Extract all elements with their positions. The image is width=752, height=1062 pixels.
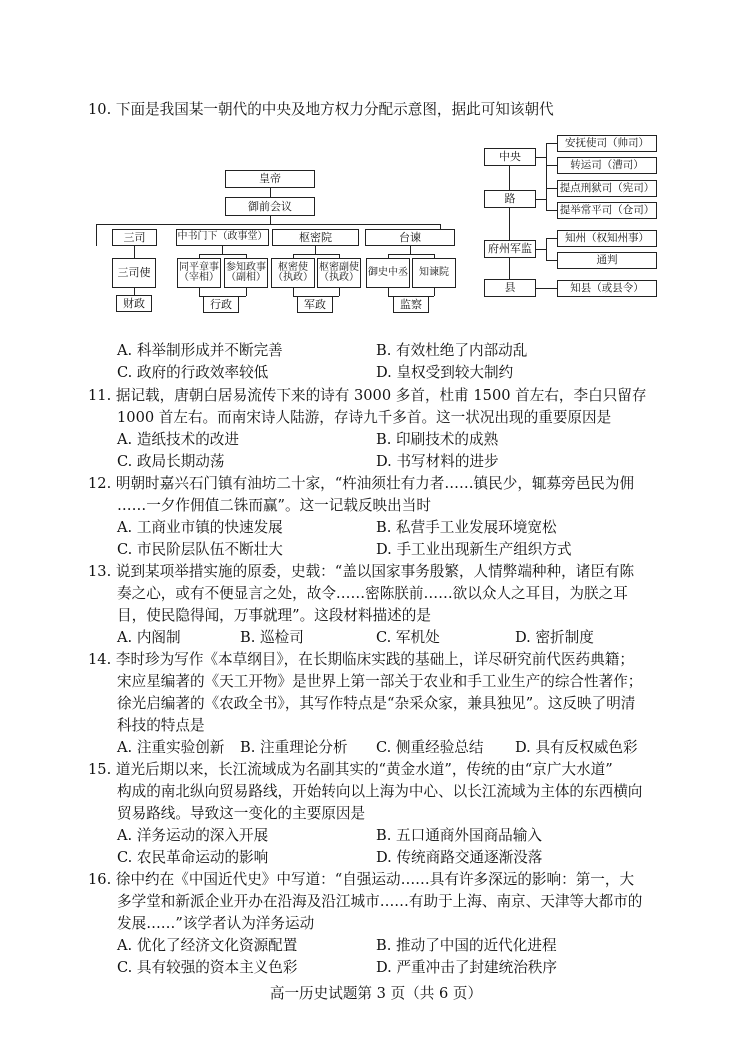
q15-option-d: D. 传统商路交通逐渐没落 bbox=[376, 849, 543, 866]
page-footer: 高一历史试题第 3 页（共 6 页） bbox=[269, 985, 483, 1002]
level-xian: 县 bbox=[484, 279, 536, 297]
q14-option-b: B. 注重理论分析 bbox=[240, 739, 348, 756]
q13-line-3: 目，使民隐得闻，万事就理”。这段材料描述的是 bbox=[117, 607, 431, 624]
q14-option-a: A. 注重实验创新 bbox=[117, 739, 225, 756]
level-central: 中央 bbox=[484, 148, 536, 166]
zhou-tongpan: 通判 bbox=[557, 252, 657, 269]
q13-option-d: D. 密折制度 bbox=[515, 629, 594, 646]
sub-tongpingzhangshi: 同平章事（宰相） bbox=[177, 258, 221, 288]
q13-option-a: A. 内阁制 bbox=[117, 629, 181, 646]
q13-line-2: 奏之心，或有不便显言之处，故令……密陈朕前……欲以众人之耳目，为朕之耳 bbox=[117, 585, 628, 602]
emperor-box: 皇帝 bbox=[225, 170, 315, 188]
q15-option-b: B. 五口通商外国商品输入 bbox=[376, 827, 542, 844]
dept-zhongshu: 中书门下（政事堂） bbox=[176, 229, 269, 246]
q15-line-3: 贸易路线。导致这一变化的主要原因是 bbox=[117, 805, 366, 822]
q11-option-b: B. 印刷技术的成熟 bbox=[376, 431, 499, 448]
q15-line-1: 15. 道光后期以来，长江流域成为名副其实的“黄金水道”，传统的由“京广大水道” bbox=[88, 761, 613, 778]
q11-line-1: 11. 据记载，唐朝白居易流传下来的诗有 3000 多首，杜甫 1500 首左右，李白只留存 bbox=[88, 387, 647, 404]
q12-option-d: D. 手工业出现新生产组织方式 bbox=[376, 541, 572, 558]
q16-option-c: C. 具有较强的资本主义色彩 bbox=[117, 959, 298, 976]
q16-line-3: 发展……”该学者认为洋务运动 bbox=[117, 915, 315, 932]
q15-option-a: A. 洋务运动的深入开展 bbox=[117, 827, 269, 844]
group-finance: 财政 bbox=[116, 295, 152, 312]
q16-option-a: A. 优化了经济文化资源配置 bbox=[117, 937, 298, 954]
sub-zhijianyuan: 知谏院 bbox=[412, 258, 456, 288]
q11-option-a: A. 造纸技术的改进 bbox=[117, 431, 239, 448]
q16-option-b: B. 推动了中国的近代化进程 bbox=[376, 937, 557, 954]
q15-option-c: C. 农民革命运动的影响 bbox=[117, 849, 269, 866]
q14-option-c: C. 侧重经验总结 bbox=[376, 739, 484, 756]
council-box: 御前会议 bbox=[225, 197, 315, 216]
dept-sansi: 三司 bbox=[112, 229, 157, 246]
level-lu: 路 bbox=[484, 190, 536, 208]
q10-option-d: D. 皇权受到较大制约 bbox=[376, 364, 514, 381]
lu-tidianxingyusi: 提点刑狱司（宪司） bbox=[557, 180, 657, 197]
group-supervision: 监察 bbox=[393, 296, 429, 313]
q16-line-1: 16. 徐中约在《中国近代史》中写道：“自强运动……具有许多深远的影响：第一，大 bbox=[88, 871, 635, 888]
q12-option-a: A. 工商业市镇的快速发展 bbox=[117, 519, 283, 536]
q11-option-d: D. 书写材料的进步 bbox=[376, 453, 499, 470]
dept-shumiyuan: 枢密院 bbox=[272, 229, 359, 246]
q14-line-3: 徐光启编著的《农政全书》，其写作特点是“杂采众家，兼具独见”。这反映了明清 bbox=[117, 695, 636, 712]
q12-line-2: ……一夕作佣值二铢而赢”。这一记载反映出当时 bbox=[117, 497, 431, 514]
lu-anfushisi: 安抚使司（帅司） bbox=[557, 135, 657, 152]
q10-option-b: B. 有效杜绝了内部动乱 bbox=[376, 342, 528, 359]
xian-zhixian: 知县（或县令） bbox=[557, 280, 657, 297]
q10-option-a: A. 科举制形成并不断完善 bbox=[117, 342, 283, 359]
q11-option-c: C. 政局长期动荡 bbox=[117, 453, 225, 470]
sub-canzhizhengshi: 参知政事（副相） bbox=[224, 258, 268, 288]
group-admin: 行政 bbox=[203, 296, 239, 313]
q12-option-b: B. 私营手工业发展环境宽松 bbox=[376, 519, 557, 536]
q11-line-2: 1000 首左右。而南宋诗人陆游，存诗九千多首。这一状况出现的重要原因是 bbox=[117, 409, 612, 426]
group-military: 军政 bbox=[297, 296, 333, 313]
sub-shumifushi: 枢密副使（执政） bbox=[317, 258, 361, 288]
dept-taijian: 台谏 bbox=[365, 229, 455, 246]
q12-line-1: 12. 明朝时嘉兴石门镇有油坊二十家，“杵油须壮有力者……镇民少，辄募旁邑民为佣 bbox=[88, 475, 635, 492]
q14-line-2: 宋应星编著的《天工开物》是世界上第一部关于农业和手工业生产的综合性著作； bbox=[117, 673, 643, 690]
q13-option-c: C. 军机处 bbox=[376, 629, 440, 646]
q15-line-2: 构成的南北纵向贸易路线，开始转向以上海为中心、以长江流域为主体的东西横向 bbox=[117, 783, 643, 800]
lu-tijuchangpingsi: 提举常平司（仓司） bbox=[557, 202, 657, 219]
q13-line-1: 13. 说到某项举措实施的原委，史载：“盖以国家事务殷繁，人情弊端种种，诸臣有陈 bbox=[88, 563, 635, 580]
lu-zhuanyunsi: 转运司（漕司） bbox=[557, 157, 657, 174]
q16-option-d: D. 严重冲击了封建统治秩序 bbox=[376, 959, 557, 976]
q14-line-4: 科技的特点是 bbox=[117, 717, 205, 734]
q12-option-c: C. 市民阶层队伍不断壮大 bbox=[117, 541, 283, 558]
sub-shumishi: 枢密使（执政） bbox=[271, 258, 315, 288]
q14-line-1: 14. 李时珍为写作《本草纲目》，在长期临床实践的基础上，详尽研究前代医药典籍； bbox=[88, 651, 634, 668]
q10-stem: 10. 下面是我国某一朝代的中央及地方权力分配示意图，据此可知该朝代 bbox=[88, 101, 554, 118]
q10-option-c: C. 政府的行政效率较低 bbox=[117, 364, 269, 381]
sub-sansishi: 三司使 bbox=[112, 258, 156, 288]
level-zhou: 府州军监 bbox=[484, 240, 536, 258]
q16-line-2: 多学堂和新派企业开办在沿海及沿江城市……有助于上海、南京、天津等大都市的 bbox=[117, 893, 643, 910]
q14-option-d: D. 具有反权威色彩 bbox=[515, 739, 638, 756]
zhou-zhizhou: 知州（权知州事） bbox=[557, 230, 657, 247]
sub-yushizhongcheng: 御史中丞 bbox=[366, 258, 410, 288]
q13-option-b: B. 巡检司 bbox=[240, 629, 304, 646]
